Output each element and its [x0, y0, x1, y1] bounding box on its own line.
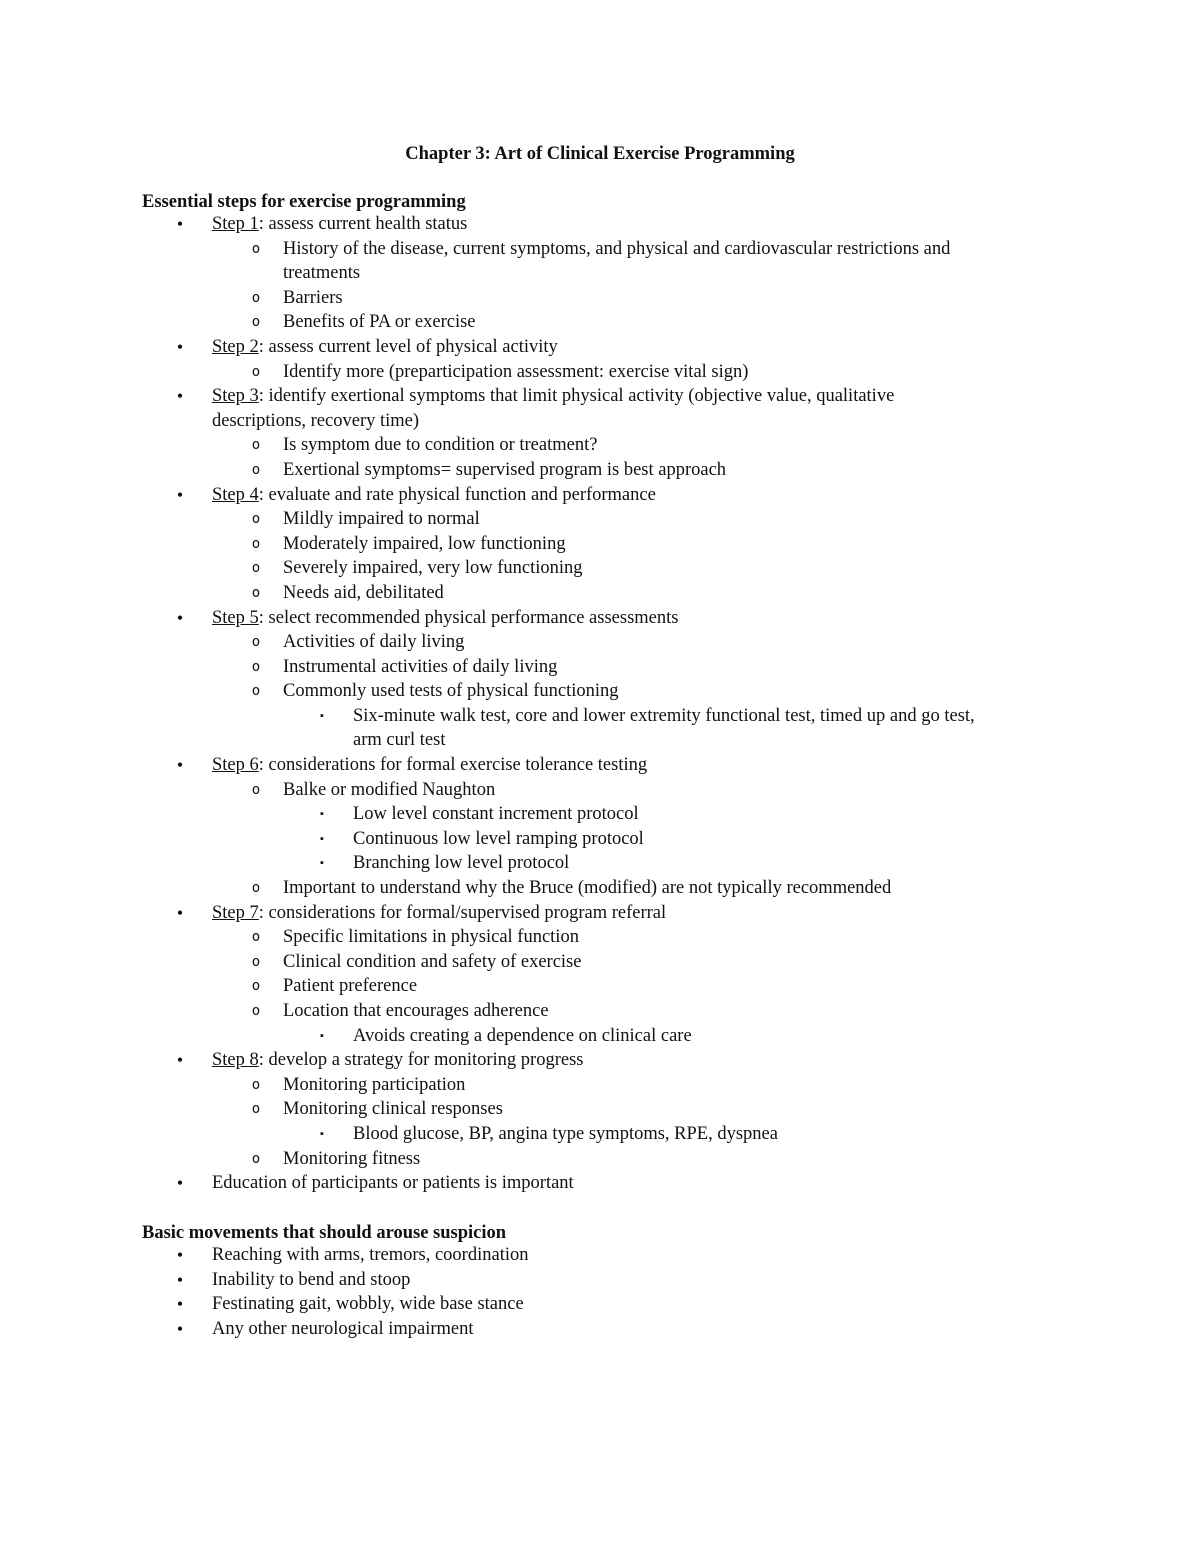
sub-item [142, 778, 1062, 803]
square-marker: ▪ [320, 709, 324, 722]
sub-sub-item-text: arm curl test [353, 730, 446, 751]
step-text: : considerations for formal/supervised program referral [258, 902, 667, 923]
list-item [142, 1317, 1062, 1342]
sub-item-text: Mildly impaired to normal [283, 509, 480, 530]
step-1-item [142, 212, 1062, 237]
sub-item-text: Clinical condition and safety of exercise [283, 951, 582, 972]
list-item [142, 1292, 1062, 1317]
circle-marker: o [251, 634, 261, 651]
sub-item-text: Activities of daily living [283, 632, 465, 653]
step-8-item [142, 1048, 1062, 1073]
bullet-marker: • [176, 607, 184, 628]
step-text: : identify exertional symptoms that limit physical activity (objective value, qualitative [258, 386, 895, 407]
section-heading-basic-movements: Basic movements that should arouse suspicion [142, 1223, 507, 1243]
item-text: Inability to bend and stoop [212, 1269, 411, 1290]
sub-item [142, 360, 1062, 385]
sub-item-text: Exertional symptoms= supervised program is best approach [283, 459, 727, 480]
sub-sub-item [142, 802, 1062, 827]
step-label: Step 2 [212, 336, 259, 357]
circle-marker: o [251, 1003, 261, 1019]
sub-item-text: Location that encourages adherence [283, 1001, 549, 1021]
circle-marker: o [251, 1150, 261, 1167]
circle-marker: o [251, 314, 261, 331]
sub-item [142, 1073, 1062, 1098]
sub-item [142, 237, 1062, 262]
sub-item [142, 1097, 1062, 1122]
sub-sub-item-text: Branching low level protocol [353, 853, 570, 874]
circle-marker: o [251, 658, 261, 675]
bullet-marker: • [176, 1245, 184, 1265]
step-text: : develop a strategy for monitoring progress [258, 1050, 584, 1071]
sub-item-text: Needs aid, debilitated [283, 582, 444, 603]
circle-marker: o [251, 953, 261, 970]
square-marker: ▪ [320, 857, 324, 870]
sub-item [142, 679, 1062, 704]
step-label: Step 1 [212, 214, 259, 234]
sub-item [142, 581, 1062, 606]
sub-sub-item [142, 827, 1062, 852]
bullet-marker: • [176, 214, 184, 234]
sub-item-text: Important to understand why the Bruce (modified) are not typically recommended [283, 878, 892, 899]
sub-item-text: Moderately impaired, low functioning [283, 533, 566, 554]
essential-steps-list [142, 212, 1062, 1196]
sub-item-text: Identify more (preparticipation assessment: exercise vital sign) [283, 361, 749, 382]
bullet-marker: • [176, 755, 184, 776]
basic-movements-list [142, 1243, 1062, 1341]
circle-marker: o [251, 781, 261, 798]
sub-item-text: Severely impaired, very low functioning [283, 558, 583, 579]
sub-item [142, 1147, 1062, 1172]
sub-item-text: Instrumental activities of daily living [283, 656, 558, 677]
sub-item [142, 950, 1062, 975]
bullet-marker: • [176, 386, 184, 407]
circle-marker: o [251, 880, 261, 897]
sub-item-text: Barriers [283, 287, 343, 308]
education-item [142, 1171, 1062, 1196]
sub-item-text: Balke or modified Naughton [283, 779, 496, 800]
sub-sub-item-continuation [142, 728, 1062, 753]
sub-sub-item-text: Low level constant increment protocol [353, 804, 639, 825]
circle-marker: o [251, 584, 261, 601]
list-item [142, 1268, 1062, 1293]
item-text: Reaching with arms, tremors, coordination [212, 1245, 529, 1265]
circle-marker: o [251, 560, 261, 577]
sub-sub-item [142, 851, 1062, 876]
sub-sub-item [142, 704, 1062, 729]
bullet-marker: • [176, 1318, 184, 1339]
sub-item-text: Commonly used tests of physical functioning [283, 681, 619, 702]
sub-item [142, 433, 1062, 458]
bullet-marker: • [176, 484, 184, 505]
sub-item [142, 286, 1062, 311]
circle-marker: o [251, 1101, 261, 1118]
sub-sub-item [142, 1024, 1062, 1049]
step-text-continuation: descriptions, recovery time) [212, 410, 420, 431]
page-title: Chapter 3: Art of Clinical Exercise Programming [405, 144, 795, 164]
sub-item-text: treatments [283, 263, 361, 284]
circle-marker: o [251, 535, 261, 552]
step-6-item [142, 753, 1062, 778]
step-2-item [142, 335, 1062, 360]
sub-sub-item-text: Avoids creating a dependence on clinical care [353, 1025, 692, 1046]
sub-item [142, 630, 1062, 655]
step-text: : considerations for formal exercise tolerance testing [258, 755, 648, 776]
sub-item-text: Specific limitations in physical function [283, 927, 579, 948]
circle-marker: o [251, 1076, 261, 1093]
step-text: : assess current level of physical activity [258, 336, 558, 357]
step-label: Step 7 [212, 902, 259, 923]
sub-item [142, 655, 1062, 680]
step-7-item [142, 901, 1062, 926]
step-4-item [142, 483, 1062, 508]
square-marker: ▪ [320, 1029, 324, 1042]
sub-item-text: Benefits of PA or exercise [283, 312, 476, 333]
sub-sub-item-text: Six-minute walk test, core and lower extremity functional test, timed up and go test, [353, 705, 975, 726]
sub-item-text: Monitoring participation [283, 1074, 466, 1095]
sub-item [142, 556, 1062, 581]
circle-marker: o [251, 363, 261, 380]
sub-sub-item-text: Blood glucose, BP, angina type symptoms, RPE, dyspnea [353, 1123, 778, 1144]
sub-item [142, 974, 1062, 999]
step-3-continuation [142, 409, 1062, 434]
bullet-marker: • [176, 1173, 184, 1194]
sub-item-text: Is symptom due to condition or treatment? [283, 435, 598, 456]
item-text: Education of participants or patients is important [212, 1173, 574, 1194]
square-marker: ▪ [320, 808, 324, 821]
circle-marker: o [251, 289, 261, 306]
step-label: Step 6 [212, 755, 259, 776]
sub-item [142, 876, 1062, 901]
step-text: : evaluate and rate physical function and performance [258, 484, 656, 505]
circle-marker: o [251, 511, 261, 528]
circle-marker: o [251, 978, 261, 995]
step-3-item [142, 384, 1062, 409]
circle-marker: o [251, 461, 261, 478]
sub-item [142, 507, 1062, 532]
list-item [142, 1243, 1062, 1268]
sub-item-text: History of the disease, current symptoms, and physical and cardiovascular restrictions and [283, 238, 951, 259]
sub-item [142, 925, 1062, 950]
bullet-marker: • [176, 1294, 184, 1315]
item-text: Festinating gait, wobbly, wide base stance [212, 1294, 524, 1315]
bullet-marker: • [176, 1050, 184, 1071]
circle-marker: o [251, 240, 261, 257]
step-label: Step 3 [212, 386, 259, 407]
step-label: Step 4 [212, 484, 259, 505]
bullet-marker: • [176, 1269, 184, 1290]
square-marker: ▪ [320, 1127, 324, 1140]
sub-sub-item [142, 1122, 1062, 1147]
sub-item [142, 458, 1062, 483]
sub-item-text: Monitoring clinical responses [283, 1099, 503, 1120]
circle-marker: o [251, 437, 261, 454]
sub-item [142, 999, 1062, 1024]
step-5-item [142, 606, 1062, 631]
sub-item-text: Monitoring fitness [283, 1148, 421, 1169]
sub-item [142, 532, 1062, 557]
circle-marker: o [251, 929, 261, 946]
step-text: : select recommended physical performance assessments [258, 607, 679, 628]
square-marker: ▪ [320, 832, 324, 845]
sub-item-continuation [142, 261, 1062, 286]
section-heading-essential-steps: Essential steps for exercise programming [142, 192, 466, 212]
sub-item [142, 310, 1062, 335]
step-label: Step 5 [212, 607, 259, 628]
circle-marker: o [251, 683, 261, 700]
bullet-marker: • [176, 336, 184, 357]
item-text: Any other neurological impairment [212, 1318, 474, 1339]
step-label: Step 8 [212, 1050, 259, 1071]
bullet-marker: • [176, 902, 184, 923]
sub-item-text: Patient preference [283, 976, 418, 997]
step-text: : assess current health status [258, 214, 468, 234]
sub-sub-item-text: Continuous low level ramping protocol [353, 828, 644, 849]
